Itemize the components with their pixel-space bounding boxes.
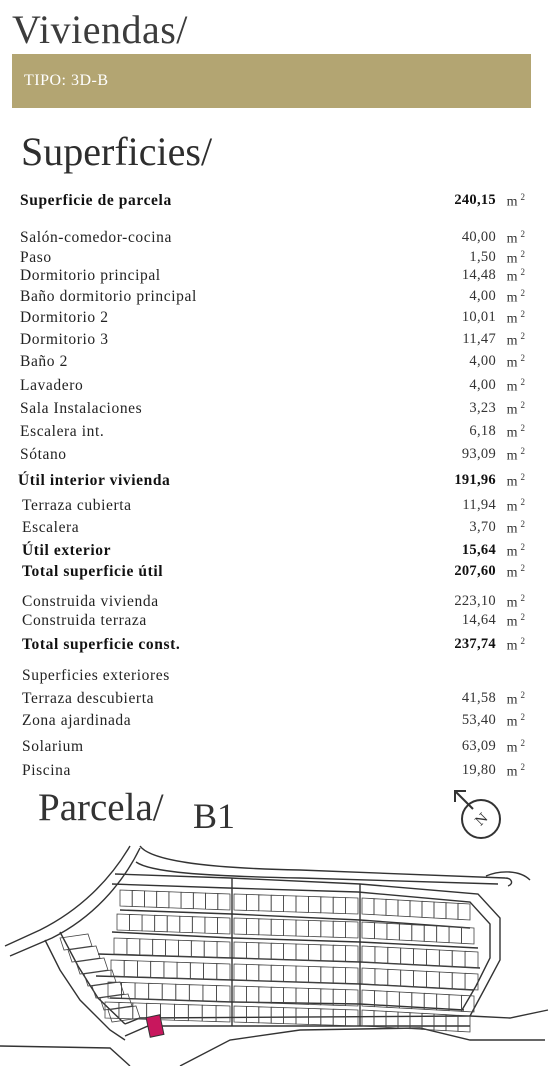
surface-value: 19,80 [461, 762, 496, 778]
plot-lot [362, 1010, 374, 1027]
plot-lot [465, 973, 478, 990]
unit-symbol: m [506, 595, 518, 611]
plot-lot [132, 890, 144, 906]
surface-row [0, 377, 550, 397]
surface-unit [507, 229, 525, 248]
surface-unit [507, 612, 525, 631]
plot-lot [333, 967, 345, 983]
plot-lot [234, 918, 246, 934]
compass-n-label: N [472, 810, 492, 830]
unit-exponent: 2 [520, 331, 525, 341]
plot-lot [206, 893, 218, 909]
unit-exponent: 2 [520, 400, 525, 410]
surface-unit [507, 353, 525, 372]
plot-lot [284, 966, 296, 982]
plot-lot [259, 919, 271, 935]
plot-lot [149, 983, 163, 999]
surface-value: 223,10 [454, 593, 496, 609]
plot-lot [362, 898, 374, 915]
plot-lot [362, 922, 374, 939]
plot-lot [144, 891, 156, 907]
plot-lot [193, 893, 205, 909]
surface-row [0, 542, 550, 562]
unit-exponent: 2 [520, 497, 525, 507]
plot-lot [296, 944, 308, 960]
surface-unit [507, 497, 525, 516]
unit-symbol: m [506, 764, 518, 780]
plot-lot [422, 901, 434, 918]
plot-lot [284, 896, 296, 912]
plot-lot [374, 923, 386, 940]
unit-symbol: m [506, 638, 518, 654]
plot-lot [177, 962, 190, 978]
plot-lot [140, 939, 153, 955]
plot-lot [296, 1008, 308, 1024]
plot-lot [234, 1006, 246, 1022]
plot-lot [439, 950, 452, 967]
surface-label: Superficie de parcela [20, 192, 172, 209]
surface-label: Terraza cubierta [22, 497, 132, 514]
parcela-code: B1 [193, 796, 236, 836]
plot-lot [387, 923, 399, 940]
surface-unit [507, 690, 525, 709]
plot-lot [202, 1005, 216, 1021]
plot-lot [178, 940, 191, 956]
surface-value: 240,15 [454, 192, 496, 208]
surface-label: Piscina [22, 762, 71, 779]
surface-unit [507, 472, 525, 491]
plot-lot [446, 903, 458, 920]
unit-symbol: m [506, 379, 518, 395]
plot-lot [271, 965, 283, 981]
plot-lot [414, 949, 427, 966]
surface-unit [507, 249, 525, 268]
surface-label: Solarium [22, 738, 84, 755]
surface-label: Zona ajardinada [22, 712, 132, 729]
surface-value: 14,64 [461, 612, 496, 628]
surface-value: 10,01 [461, 309, 496, 325]
plot-lot [151, 961, 164, 977]
surface-value: 6,18 [469, 423, 496, 439]
unit-exponent: 2 [520, 472, 525, 482]
plot-lot [375, 969, 388, 986]
plot-lot [271, 1007, 283, 1023]
surface-row [0, 400, 550, 420]
surface-label: Sala Instalaciones [20, 400, 143, 417]
surface-label: Total superficie const. [22, 636, 181, 653]
plot-lot [414, 971, 427, 988]
surface-label: Baño 2 [20, 353, 68, 370]
surface-row [0, 738, 550, 758]
plot-lot [296, 896, 308, 912]
plot-lot [169, 892, 181, 908]
plot-lot [398, 900, 410, 917]
plot-lot [259, 965, 271, 981]
plot-lot [246, 942, 258, 958]
plot-lot [434, 902, 446, 919]
plot-lot [117, 914, 130, 930]
plot-lot [176, 984, 190, 1000]
surface-unit [507, 563, 525, 582]
surface-value: 11,94 [462, 497, 496, 513]
surface-label: Construida terraza [22, 612, 147, 629]
plot-lot [234, 942, 246, 958]
surface-row [0, 636, 550, 656]
plot-lot [124, 960, 137, 976]
plot-lot [216, 1006, 230, 1022]
surface-unit [507, 712, 525, 731]
plot-lot [259, 1007, 271, 1023]
surface-label: Útil interior vivienda [18, 472, 171, 489]
plot-lot [205, 917, 218, 933]
plot-lot [218, 894, 230, 910]
plot-lot [114, 938, 127, 954]
plot-lot [426, 971, 439, 988]
unit-symbol: m [506, 448, 518, 464]
plot-lot [130, 914, 143, 930]
plot-lot [153, 939, 166, 955]
unit-symbol: m [506, 194, 518, 210]
unit-symbol: m [506, 565, 518, 581]
surface-unit [507, 331, 525, 350]
plot-lot [203, 985, 217, 1001]
surface-value: 14,48 [461, 267, 496, 283]
plot-lot [204, 963, 217, 979]
plot-lot [462, 927, 474, 944]
unit-exponent: 2 [520, 712, 525, 722]
site-plan-map [0, 840, 550, 1066]
plot-lot [308, 966, 320, 982]
plot-lot [189, 985, 203, 1001]
surface-unit [507, 400, 525, 419]
unit-symbol: m [506, 251, 518, 267]
surface-row [0, 712, 550, 732]
surface-row [0, 472, 550, 492]
plot-lot [452, 951, 465, 968]
plot-lot [426, 949, 439, 966]
plot-lot [119, 1002, 133, 1018]
surface-row [0, 267, 550, 287]
surface-label: Superficies exteriores [22, 667, 170, 684]
surface-label: Paso [20, 249, 52, 266]
surface-row [0, 519, 550, 539]
unit-symbol: m [506, 714, 518, 730]
tipo-label: TIPO: 3D-B [24, 72, 109, 89]
plot-lot [308, 988, 320, 1004]
plot-lot [296, 988, 308, 1004]
plot-lot [401, 948, 414, 965]
unit-exponent: 2 [520, 288, 525, 298]
unit-symbol: m [506, 499, 518, 515]
unit-exponent: 2 [520, 762, 525, 772]
parcela-heading: Parcela/ [38, 786, 164, 829]
surface-label: Salón-comedor-cocina [20, 229, 172, 246]
surface-value: 40,00 [461, 229, 496, 245]
surface-label: Útil exterior [22, 542, 112, 559]
plot-lot [308, 944, 320, 960]
unit-symbol: m [506, 544, 518, 560]
surface-value: 53,40 [461, 712, 496, 728]
plot-lot [424, 925, 436, 942]
unit-symbol: m [506, 269, 518, 285]
surface-value: 4,00 [469, 377, 496, 393]
plot-lot [284, 988, 296, 1004]
unit-symbol: m [506, 231, 518, 247]
plot-lot [246, 918, 258, 934]
plot-lot [388, 969, 401, 986]
surface-value: 15,64 [461, 542, 496, 558]
surface-label: Terraza descubierta [22, 690, 155, 707]
plot-lot [246, 1006, 258, 1022]
plot-lot [135, 983, 149, 999]
surface-value: 63,09 [461, 738, 496, 754]
surface-unit [507, 446, 525, 465]
unit-exponent: 2 [520, 563, 525, 573]
plot-lot [234, 894, 246, 910]
surface-unit [507, 636, 525, 655]
plot-lot [333, 897, 345, 913]
plot-lot [410, 1013, 422, 1030]
surface-row [0, 288, 550, 308]
plot-lot [401, 970, 414, 987]
surface-unit [507, 377, 525, 396]
unit-symbol: m [506, 333, 518, 349]
surface-unit [507, 542, 525, 561]
surface-label: Total superficie útil [22, 563, 164, 580]
surface-row [0, 690, 550, 710]
plot-lot [271, 919, 283, 935]
surface-value: 191,96 [454, 472, 496, 488]
surface-value: 11,47 [462, 331, 496, 347]
surface-row [0, 762, 550, 782]
plot-lot [164, 962, 177, 978]
unit-exponent: 2 [520, 353, 525, 363]
surface-label: Lavadero [20, 377, 84, 394]
unit-symbol: m [506, 290, 518, 306]
plot-lot [191, 941, 204, 957]
surface-row [0, 612, 550, 632]
plot-lot [446, 1015, 458, 1032]
surface-value: 93,09 [461, 446, 496, 462]
surface-label: Baño dormitorio principal [20, 288, 197, 305]
plot-lot [127, 938, 140, 954]
plot-lot [180, 916, 193, 932]
plot-lot [375, 947, 388, 964]
surface-row [0, 249, 550, 269]
plot-lot [142, 915, 155, 931]
plot-lot [284, 920, 296, 936]
unit-symbol: m [506, 402, 518, 418]
plot-lot [162, 984, 176, 1000]
plot-lot [374, 1011, 386, 1028]
surface-row [0, 309, 550, 329]
plot-lot [217, 918, 230, 934]
plot-lot [137, 961, 150, 977]
unit-symbol: m [506, 740, 518, 756]
plot-lot [217, 964, 230, 980]
plot-lot [271, 987, 283, 1003]
plot-lot [271, 895, 283, 911]
plot-lot [192, 917, 205, 933]
surface-value: 3,23 [469, 400, 496, 416]
surface-row [0, 353, 550, 373]
surface-value: 237,74 [454, 636, 496, 652]
plot-lot [458, 903, 470, 920]
unit-symbol: m [506, 311, 518, 327]
unit-symbol: m [506, 521, 518, 537]
unit-exponent: 2 [520, 519, 525, 529]
north-compass-icon [448, 786, 508, 842]
superficies-heading: Superficies/ [21, 129, 213, 174]
surface-unit [507, 309, 525, 328]
unit-symbol: m [506, 355, 518, 371]
unit-exponent: 2 [520, 690, 525, 700]
surface-row [0, 423, 550, 443]
plot-lot [321, 921, 333, 937]
plot-lot [246, 964, 258, 980]
plot-lot [284, 944, 296, 960]
plot-lot [346, 946, 358, 962]
surface-value: 3,70 [469, 519, 496, 535]
surface-unit [507, 762, 525, 781]
surface-label: Escalera [22, 519, 80, 536]
plot-lot [271, 943, 283, 959]
plot-lot [321, 897, 333, 913]
surface-unit [507, 423, 525, 442]
plot-lot [321, 945, 333, 961]
unit-exponent: 2 [520, 192, 525, 202]
plot-lot [439, 972, 452, 989]
surface-value: 4,00 [469, 288, 496, 304]
plot-lot [157, 891, 169, 907]
surface-unit [507, 267, 525, 286]
plot-lot [412, 925, 424, 942]
plot-lot [458, 1015, 470, 1032]
surface-label: Dormitorio 3 [20, 331, 109, 348]
unit-exponent: 2 [520, 593, 525, 603]
surface-row [0, 446, 550, 466]
surface-unit [507, 192, 525, 211]
unit-exponent: 2 [520, 377, 525, 387]
surface-label: Dormitorio principal [20, 267, 161, 284]
plot-lot [410, 901, 422, 918]
plot-lot [296, 920, 308, 936]
surface-row [0, 229, 550, 249]
plot-lot [362, 968, 375, 985]
surface-label: Construida vivienda [22, 593, 159, 610]
plot-lot [246, 894, 258, 910]
surface-label: Dormitorio 2 [20, 309, 109, 326]
plot-lot [308, 896, 320, 912]
plot-lot [308, 920, 320, 936]
plot-lot [190, 963, 203, 979]
unit-symbol: m [506, 614, 518, 630]
surface-unit [507, 288, 525, 307]
surface-label: Sótano [20, 446, 67, 463]
plot-lot [234, 964, 246, 980]
unit-exponent: 2 [520, 229, 525, 239]
surface-value: 207,60 [454, 563, 496, 579]
surface-value: 1,50 [469, 249, 496, 265]
surface-row [0, 593, 550, 613]
unit-exponent: 2 [520, 309, 525, 319]
plot-lot [362, 946, 375, 963]
surface-label: Escalera int. [20, 423, 105, 440]
plot-lot [346, 922, 358, 938]
plot-lot [399, 924, 411, 941]
plot-lot [333, 921, 345, 937]
plot-lot [234, 986, 246, 1002]
plot-lot [346, 898, 358, 914]
plot-lot [449, 927, 461, 944]
plot-lot [374, 899, 386, 916]
plot-lot [386, 899, 398, 916]
plot-lot [122, 982, 136, 998]
plot-lot [166, 940, 179, 956]
unit-exponent: 2 [520, 738, 525, 748]
surface-unit [507, 519, 525, 538]
surface-row [0, 192, 550, 212]
plot-lot [188, 1005, 202, 1021]
plot-lot [296, 966, 308, 982]
surface-value: 41,58 [461, 690, 496, 706]
plot-lot [437, 926, 449, 943]
unit-exponent: 2 [520, 636, 525, 646]
plot-lot [259, 943, 271, 959]
unit-exponent: 2 [520, 267, 525, 277]
surface-row [0, 331, 550, 351]
unit-symbol: m [506, 474, 518, 490]
unit-exponent: 2 [520, 249, 525, 259]
plot-lot [181, 892, 193, 908]
unit-symbol: m [506, 425, 518, 441]
page-title: Viviendas/ [12, 7, 188, 52]
plot-lot [346, 968, 358, 984]
plot-lot [259, 987, 271, 1003]
surface-row [0, 563, 550, 583]
plot-lot [204, 941, 217, 957]
plot-lot [321, 967, 333, 983]
surface-row [0, 667, 550, 687]
plot-lot [120, 890, 132, 906]
unit-exponent: 2 [520, 423, 525, 433]
plot-lot [216, 986, 230, 1002]
surface-unit [507, 593, 525, 612]
plot-lot [284, 1008, 296, 1024]
plot-lot [217, 942, 230, 958]
surface-row [0, 497, 550, 517]
plot-lot [452, 973, 465, 990]
plot-lot [246, 986, 258, 1002]
plot-lot [259, 895, 271, 911]
plot-lot [167, 916, 180, 932]
plot-lot [465, 951, 478, 968]
surface-value: 4,00 [469, 353, 496, 369]
plot-lot [333, 945, 345, 961]
surface-unit [507, 738, 525, 757]
plot-lot [388, 947, 401, 964]
unit-exponent: 2 [520, 612, 525, 622]
tipo-banner [12, 54, 531, 108]
unit-symbol: m [506, 692, 518, 708]
unit-exponent: 2 [520, 446, 525, 456]
plot-lot [346, 1010, 358, 1026]
plot-lot [155, 915, 168, 931]
unit-exponent: 2 [520, 542, 525, 552]
